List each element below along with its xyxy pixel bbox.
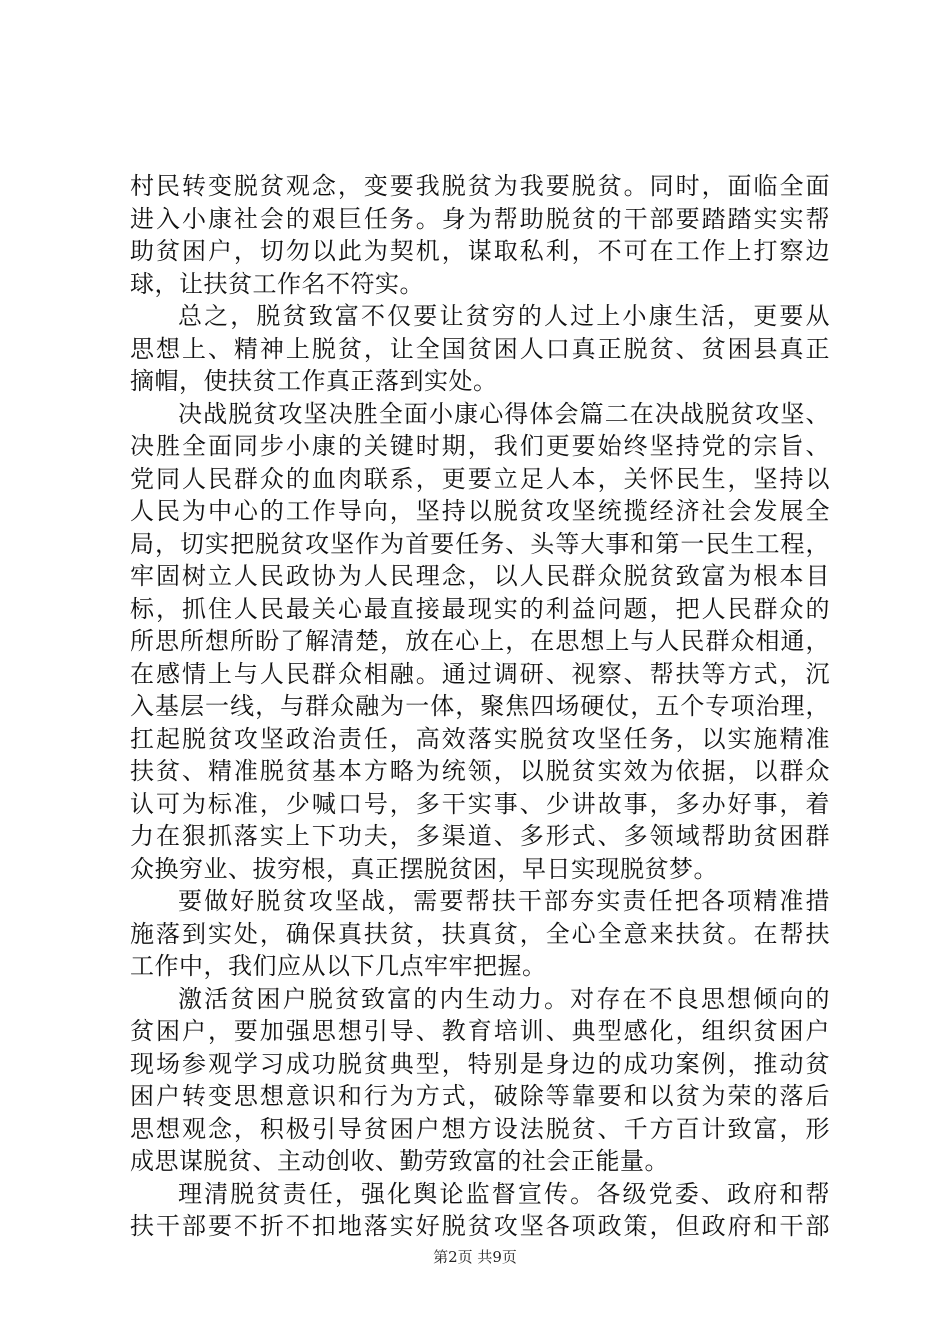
text-line: 球，让扶贫工作名不符实。 (130, 269, 424, 298)
text-line: 总之，脱贫致富不仅要让贫穷的人过上小康生活，更要从 (178, 302, 830, 330)
text-line: 进入小康社会的艰巨任务。身为帮助脱贫的干部要踏踏实实帮 (130, 204, 830, 233)
text-line: 扶贫、精准脱贫基本方略为统领，以脱贫实效为依据，以群众 (130, 757, 830, 785)
text-line: 工作中，我们应从以下几点牢牢把握。 (130, 952, 547, 980)
text-line: 激活贫困户脱贫致富的内生动力。对存在不良思想倾向的 (178, 984, 830, 1013)
text-line: 所思所想所盼了解清楚，放在心上，在思想上与人民群众相通， (130, 627, 830, 655)
text-line: 村民转变脱贫观念，变要我脱贫为我要脱贫。同时，面临全面 (130, 172, 830, 200)
text-line: 党同人民群众的血肉联系，更要立足人本，关怀民生，坚持以 (130, 464, 830, 493)
text-line: 在感情上与人民群众相融。通过调研、视察、帮扶等方式，沉 (130, 659, 830, 688)
text-line: 摘帽，使扶贫工作真正落到实处。 (130, 367, 498, 395)
text-line: 人民为中心的工作导向，坚持以脱贫攻坚统揽经济社会发展全 (130, 497, 830, 525)
text-line: 牢固树立人民政协为人民理念，以人民群众脱贫致富为根本目 (130, 562, 830, 590)
text-line: 施落到实处，确保真扶贫，扶真贫，全心全意来扶贫。在帮扶 (130, 919, 830, 948)
text-line: 困户转变思想意识和行为方式，破除等靠要和以贫为荣的落后 (130, 1082, 830, 1110)
text-line: 标，抓住人民最关心最直接最现实的利益问题，把人民群众的 (130, 594, 830, 623)
text-line: 理清脱贫责任，强化舆论监督宣传。各级党委、政府和帮 (178, 1179, 830, 1208)
text-line: 决战脱贫攻坚决胜全面小康心得体会篇二在决战脱贫攻坚、 (178, 399, 830, 428)
text-line: 思想上、精神上脱贫，让全国贫困人口真正脱贫、贫困县真正 (130, 334, 830, 363)
text-line: 决胜全面同步小康的关键时期，我们更要始终坚持党的宗旨、 (130, 432, 830, 460)
text-line: 要做好脱贫攻坚战，需要帮扶干部夯实责任把各项精准措 (178, 887, 830, 915)
text-line: 现场参观学习成功脱贫典型，特别是身边的成功案例，推动贫 (130, 1049, 830, 1078)
text-line: 局，切实把脱贫攻坚作为首要任务、头等大事和第一民生工程， (130, 529, 830, 558)
text-line: 思想观念，积极引导贫困户想方设法脱贫、千方百计致富，形 (130, 1114, 830, 1143)
text-line: 扶干部要不折不扣地落实好脱贫攻坚各项政策，但政府和干部 (130, 1212, 830, 1240)
text-line: 扛起脱贫攻坚政治责任，高效落实脱贫攻坚任务，以实施精准 (130, 724, 830, 753)
text-line: 众换穷业、拔穷根，真正摆脱贫困，早日实现脱贫梦。 (130, 854, 718, 883)
page-footer: 第2页 共9页 (433, 1248, 517, 1266)
text-line: 力在狠抓落实上下功夫，多渠道、多形式、多领域帮助贫困群 (130, 822, 830, 850)
text-line: 助贫困户，切勿以此为契机，谋取私利，不可在工作上打察边 (130, 237, 830, 265)
body-text (130, 170, 830, 1243)
text-line: 成思谋脱贫、主动创收、勤劳致富的社会正能量。 (130, 1147, 669, 1175)
text-line: 入基层一线，与群众融为一体，聚焦四场硬仗，五个专项治理， (130, 692, 830, 720)
text-line: 认可为标准，少喊口号，多干实事、少讲故事，多办好事，着 (130, 789, 830, 818)
text-line: 贫困户，要加强思想引导、教育培训、典型感化，组织贫困户 (130, 1017, 830, 1045)
